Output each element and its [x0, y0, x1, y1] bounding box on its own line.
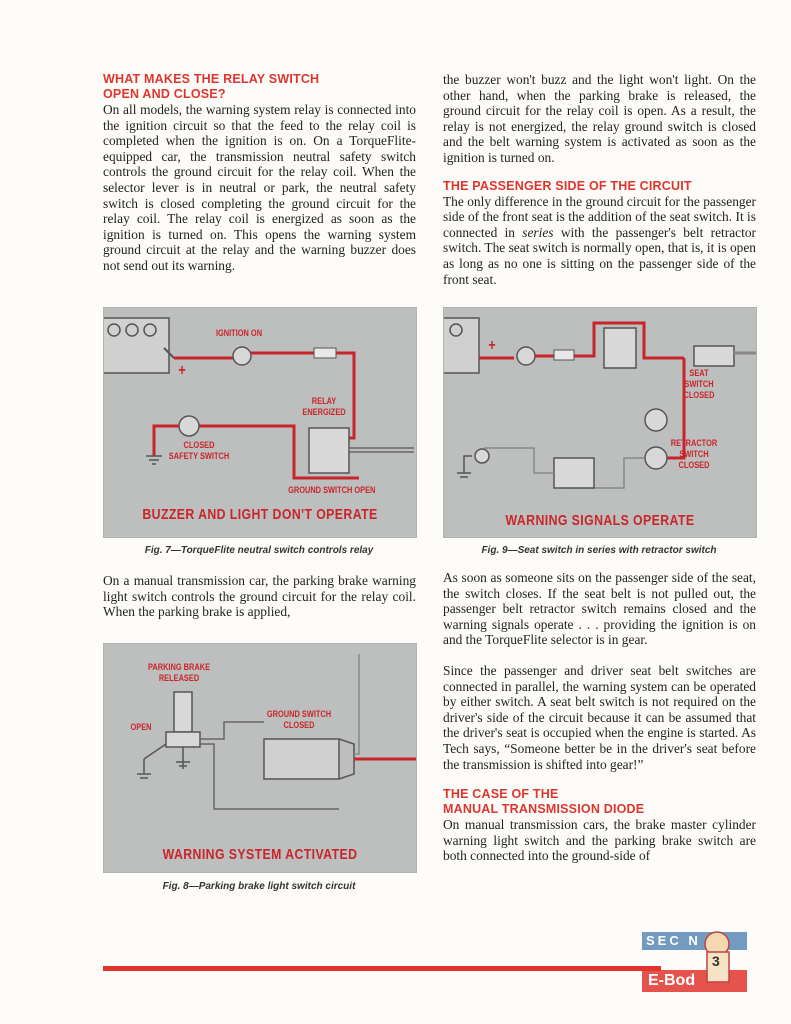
left-column-top	[103, 72, 416, 274]
figure-7-diagram	[103, 307, 417, 538]
figure-9-title: WARNING SIGNALS OPERATE	[505, 512, 695, 529]
figure-8-title: WARNING SYSTEM ACTIVATED	[162, 846, 358, 863]
label-ignition-on: IGNITION ON	[215, 328, 263, 339]
heading-relay-switch: WHAT MAKES THE RELAY SWITCH OPEN AND CLOSE?	[103, 72, 320, 101]
figure-7-caption: Fig. 7—TorqueFlite neutral switch controls relay	[144, 545, 374, 556]
figure-7-wiring	[104, 308, 416, 537]
label-retractor-switch-closed: RETRACTOR SWITCH CLOSED	[670, 438, 718, 471]
paragraph: On a manual transmission car, the parking brake warning light switch controls the ground circuit for the relay coil. When the parking brake is applied,	[103, 573, 416, 620]
figure-9-caption: Fig. 9—Seat switch in series with retractor switch	[481, 545, 717, 556]
figure-9-diagram	[443, 307, 757, 538]
label-parking-brake-released: PARKING BRAKE RELEASED	[147, 662, 211, 684]
paragraph: On all models, the warning system relay is connected into the ignition circuit so that the feed to the relay coil is completed when the ignition is on. On a TorqueFlite-equipped car, the transmission neutral safety switch controls the ground circuit for the relay coil. When the selector lever is in neutral or park, the neutral safety switch is closed completing the ground circuit for the relay coil. The relay coil is energized as soon as the ignition is turned on. This opens the warning system ground circuit at the relay and the warning buzzer does not send out its warning.	[103, 102, 416, 273]
label-open: OPEN	[130, 722, 152, 733]
badge-section-text: SEC N	[646, 933, 701, 948]
paragraph: Since the passenger and driver seat belt switches are connected in parallel, the warning system can be operated by either switch. A seat belt switch is not required on the driver's side of the circuit because it can be assumed that the driver's seat is occupied when the engine is started. As Tech says, “Someone better be in the driver's seat before the transmission is shifted into gear!”	[443, 662, 756, 772]
figure-8-diagram	[103, 643, 417, 873]
label-relay-energized: RELAY ENERGIZED	[302, 396, 346, 418]
right-column-bottom	[443, 570, 756, 864]
label-plus: +	[178, 362, 186, 379]
label-ground-switch-closed: GROUND SWITCH CLOSED	[266, 709, 332, 731]
heading-manual-diode: THE CASE OF THE MANUAL TRANSMISSION DIODE	[443, 787, 645, 817]
badge-number: 3	[712, 953, 720, 969]
figure-8-caption: Fig. 8—Parking brake light switch circuit	[162, 881, 356, 892]
label-plus: +	[488, 337, 496, 354]
paragraph: On manual transmission cars, the brake master cylinder warning light switch and the parking brake switch are both connected into the ground-side of	[443, 817, 756, 864]
footer-rule	[103, 966, 661, 971]
label-closed-safety-switch: CLOSED SAFETY SWITCH	[168, 440, 230, 462]
heading-passenger-side: THE PASSENGER SIDE OF THE CIRCUIT	[443, 178, 692, 193]
label-seat-switch-closed: SEAT SWITCH CLOSED	[683, 368, 715, 401]
label-ground-switch-open: GROUND SWITCH OPEN	[288, 485, 376, 496]
paragraph: The only difference in the ground circuit for the passenger side of the front seat is the addition of the seat switch. It is connected in series with the passenger's belt retractor switch. The seat switch is normally open, that is, it is open as long as no one is sitting on the passenger side of the front seat.	[443, 193, 757, 287]
section-badge	[642, 930, 752, 1010]
badge-site-text: E-Bod	[648, 972, 696, 989]
right-column-top	[443, 72, 756, 287]
figure-7-title: BUZZER AND LIGHT DON'T OPERATE	[142, 506, 378, 523]
paragraph: As soon as someone sits on the passenger side of the seat, the switch closes. If the seat belt is not pulled out, the passenger belt retractor switch remains closed and the warning signals operate . . . providing the ignition is on and the TorqueFlite selector is in gear.	[443, 570, 756, 648]
left-column-middle	[103, 573, 416, 620]
paragraph: the buzzer won't buzz and the light won't light. On the other hand, when the parking brake is released, the ground circuit for the relay coil is open. As a result, the relay is not energized, the relay ground switch is closed and the belt warning system is activated as soon as the ignition is turned on.	[443, 72, 756, 165]
